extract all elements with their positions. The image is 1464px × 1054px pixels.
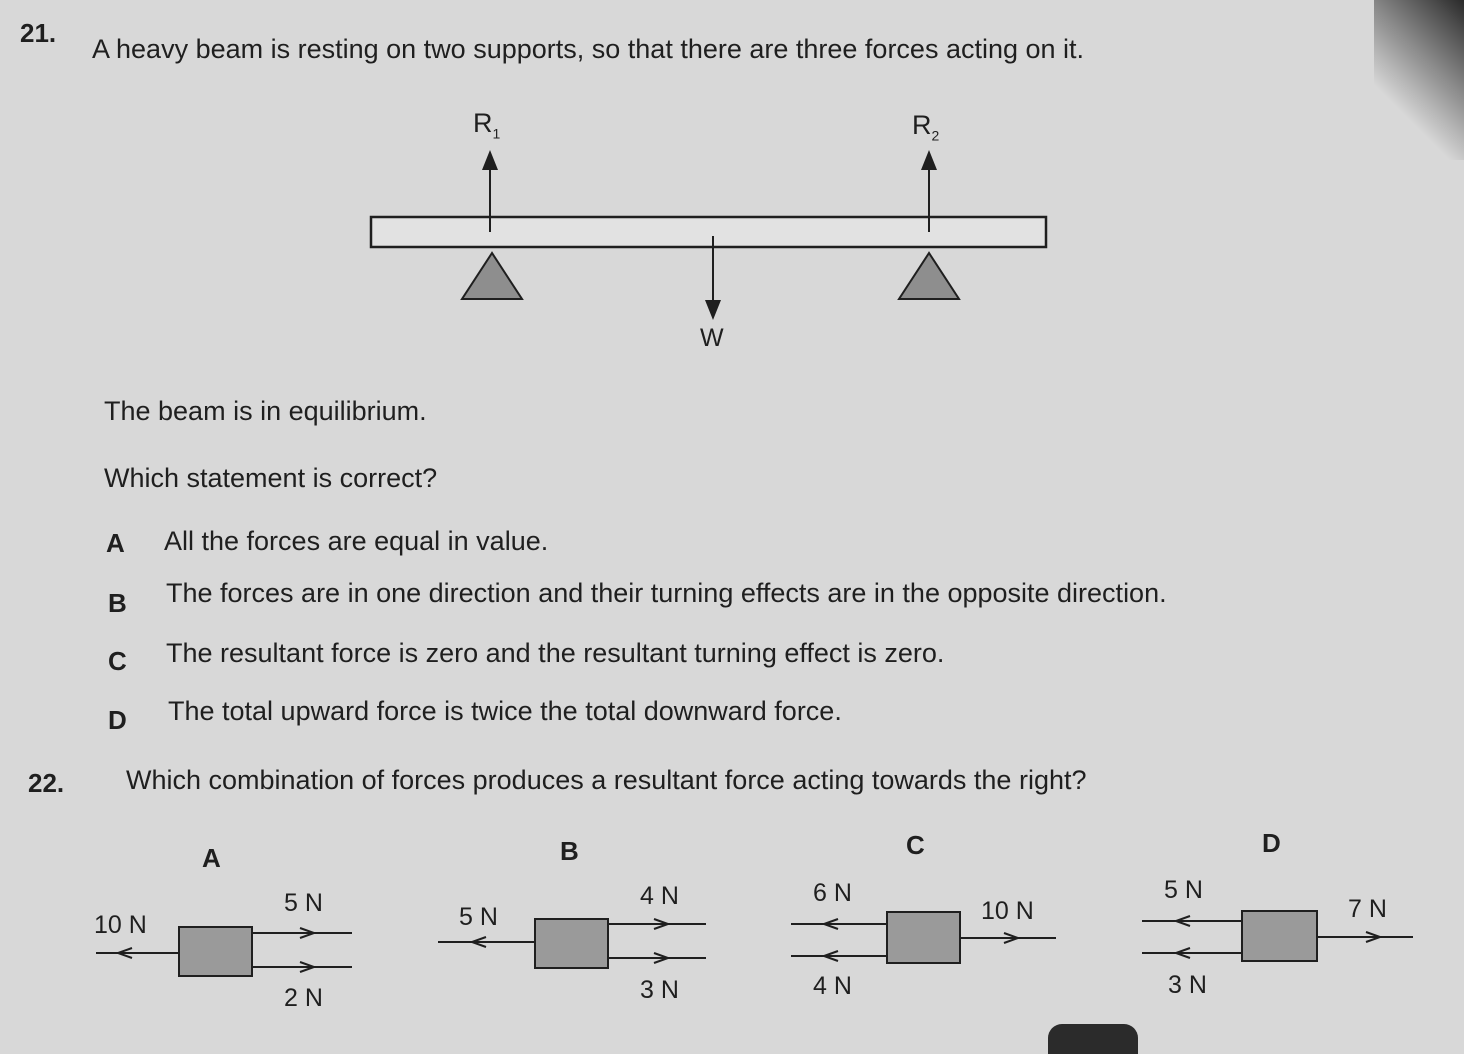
option-d-text: The total upward force is twice the total downward force. [168, 696, 842, 726]
option-c-text: The resultant force is zero and the resultant turning effect is zero. [166, 638, 945, 668]
option-c-letter: C [108, 646, 127, 676]
option-a-text: All the forces are equal in value. [164, 526, 549, 556]
which-statement-text: Which statement is correct? [104, 463, 438, 493]
page-bottom-object [1048, 1024, 1138, 1054]
option-d-letter: D [108, 705, 127, 735]
22b-top-right-force: 4 N [640, 882, 679, 910]
22d-right-force: 7 N [1348, 895, 1387, 923]
22a-bottom-right-force: 2 N [284, 984, 323, 1012]
22c-bottom-left-force: 4 N [813, 972, 852, 1000]
22b-bottom-right-force: 3 N [640, 976, 679, 1004]
option-22c-letter: C [906, 830, 925, 860]
option-22a-letter: A [202, 843, 221, 873]
22d-top-left-force: 5 N [1164, 876, 1203, 904]
block-a [179, 927, 252, 976]
22c-top-left-force: 6 N [813, 879, 852, 907]
question-22-stem: Which combination of forces produces a resultant force acting towards the right? [126, 765, 1087, 795]
equilibrium-text: The beam is in equilibrium. [104, 396, 427, 426]
block-b [535, 919, 608, 968]
block-c [887, 912, 960, 963]
question-22-number: 22. [28, 768, 65, 798]
option-b-text: The forces are in one direction and their turning effects are in the opposite direction. [166, 578, 1167, 608]
option-22d-letter: D [1262, 828, 1281, 858]
r2-label: $R_2$ [912, 110, 940, 144]
22a-left-force: 10 N [94, 911, 147, 939]
question-21-number: 21. [20, 18, 57, 48]
22c-right-force: 10 N [981, 897, 1034, 925]
22b-left-force: 5 N [459, 903, 498, 931]
r1-label: $R_1$ [473, 108, 501, 142]
option-b-letter: B [108, 588, 127, 618]
w-label: W [700, 324, 724, 352]
option-22b-letter: B [560, 836, 579, 866]
option-a-letter: A [106, 528, 125, 558]
question-21-stem: A heavy beam is resting on two supports, so that there are three forces acting on it. [92, 34, 1085, 64]
22a-top-right-force: 5 N [284, 889, 323, 917]
22d-bottom-left-force: 3 N [1168, 971, 1207, 999]
block-d [1242, 911, 1317, 961]
